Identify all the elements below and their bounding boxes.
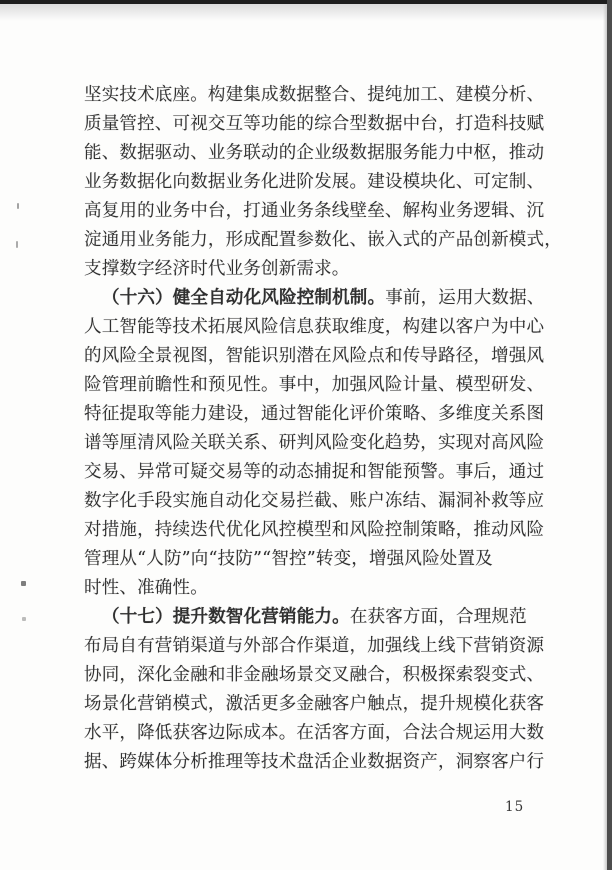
body-text: 支撑数字经济时代业务创新需求。 (84, 259, 350, 279)
body-text: 特征提取等能力建设，通过智能化评价策略、多维度关系图 (84, 404, 545, 424)
body-text: 能、数据驱动、业务联动的企业级数据服务能力中枢，推动 (84, 143, 545, 163)
body-text: 场景化营销模式，激活更多金融客户触点，提升规模化获客 (84, 694, 545, 714)
body-text: 据、跨媒体分析推理等技术盘活企业数据资产，洞察客户行 (84, 752, 545, 772)
body-text: 谱等厘清风险关联关系、研判风险变化趋势，实现对高风险 (84, 433, 545, 453)
text-line (84, 255, 540, 284)
scan-artifact (16, 241, 18, 248)
text-line (84, 342, 545, 371)
body-text: 时性、准确性。 (84, 578, 208, 598)
body-text: 的风险全景视图，智能识别潜在风险点和传导路径，增强风 (84, 346, 545, 366)
text-line (84, 458, 545, 487)
text-line (84, 603, 540, 632)
section-heading-text: （十七）提升数智化营销能力。 (102, 607, 350, 627)
scan-artifact (21, 581, 26, 586)
body-text: 质量管控、可视交互等功能的综合型数据中台，打造科技赋 (84, 114, 545, 134)
body-text: 高复用的业务中台，打通业务条线壁垒、解构业务逻辑、沉 (84, 201, 545, 221)
text-line (84, 487, 545, 516)
page-number: 15 (505, 799, 525, 815)
body-text: 水平，降低获客边际成本。在活客方面，合法合规运用大数 (84, 723, 545, 743)
body-text: 业务数据化向数据业务化进阶发展。建设模块化、可定制、 (84, 172, 545, 192)
body-text: 淀通用业务能力，形成配置参数化、嵌入式的产品创新模式， (84, 230, 562, 250)
text-line (84, 574, 540, 603)
text-line (84, 168, 545, 197)
text-line (84, 284, 545, 313)
text-line (84, 661, 545, 690)
text-line (84, 516, 545, 545)
scan-top-shadow (0, 4, 612, 21)
body-text: 布局自有营销渠道与外部合作渠道，加强线上线下营销资源 (84, 636, 545, 656)
body-text: 事前，运用大数据、 (385, 288, 545, 308)
text-line (84, 371, 545, 400)
body-text: 协同，深化金融和非金融场景交叉融合，积极探索裂变式、 (84, 665, 545, 685)
scan-artifact (22, 617, 26, 621)
text-line (84, 719, 545, 748)
text-lines (84, 81, 562, 777)
body-text: 在获客方面，合理规范 (349, 607, 527, 627)
body-text: 数字化手段实施自动化交易拦截、账户冻结、漏洞补救等应 (84, 491, 545, 511)
body-text: 人工智能等技术拓展风险信息获取维度，构建以客户为中心 (84, 317, 545, 337)
text-line (84, 400, 545, 429)
scan-right-edge (607, 0, 612, 870)
body-text: 坚实技术底座。构建集成数据整合、提纯加工、建模分析、 (84, 85, 545, 105)
body-text: 对措施，持续迭代优化风控模型和风险控制策略，推动风险 (84, 520, 545, 540)
text-line (84, 197, 545, 226)
text-line (84, 226, 562, 255)
text-line (84, 632, 545, 661)
body-text: 险管理前瞻性和预见性。事中，加强风险计量、模型研发、 (84, 375, 545, 395)
text-line (84, 81, 545, 110)
section-heading-text: （十六）健全自动化风险控制机制。 (102, 288, 386, 308)
scan-artifact (17, 203, 19, 209)
text-line (84, 110, 545, 139)
scan-top-edge (0, 0, 612, 4)
text-line (84, 429, 545, 458)
text-line (84, 313, 545, 342)
text-line (84, 748, 545, 777)
text-line (84, 545, 540, 574)
body-text: 管理从“人防”向“技防”“智控”转变，增强风险处置及 (84, 549, 493, 569)
body-text: 交易、异常可疑交易等的动态捕捉和智能预警。事后，通过 (84, 462, 545, 482)
text-line (84, 139, 545, 168)
text-line (84, 690, 545, 719)
